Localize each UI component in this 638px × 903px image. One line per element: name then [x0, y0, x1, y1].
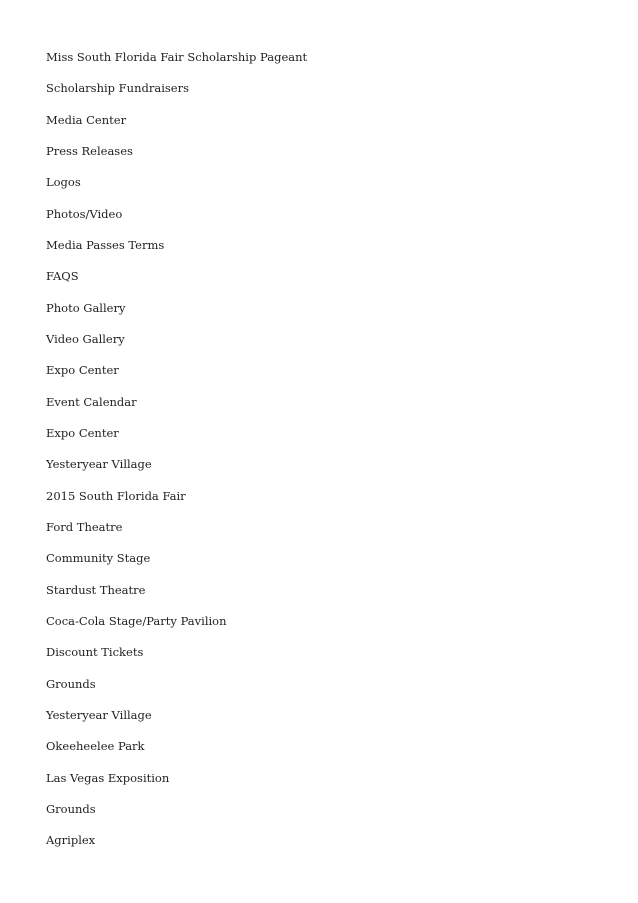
list-item: Agriplex	[46, 833, 96, 848]
list-item: Okeeheelee Park	[46, 739, 145, 754]
list-item: Coca-Cola Stage/Party Pavilion	[46, 613, 227, 628]
list-item: Photos/Video	[46, 206, 123, 221]
list-item: Press Releases	[46, 143, 133, 158]
list-item: Miss South Florida Fair Scholarship Pageant	[46, 50, 308, 64]
list-item: Logos	[46, 175, 81, 190]
list-item: Photo Gallery	[46, 300, 126, 315]
list-item: Community Stage	[46, 551, 151, 566]
list-item: Ford Theatre	[46, 519, 123, 534]
link-list	[46, 49, 307, 864]
list-item: Discount Tickets	[46, 645, 144, 660]
list-item: Media Center	[46, 112, 127, 127]
list-item: 2015 South Florida Fair	[46, 488, 186, 503]
list-item: Grounds	[46, 676, 96, 691]
list-item: Event Calendar	[46, 394, 137, 409]
list-item: Scholarship Fundraisers	[46, 81, 189, 96]
list-item: Expo Center	[46, 363, 119, 378]
list-item: Las Vegas Exposition	[46, 770, 170, 785]
list-item: Yesteryear Village	[46, 457, 152, 472]
list-item: Expo Center	[46, 425, 119, 440]
list-item: Grounds	[46, 801, 96, 816]
list-item: Yesteryear Village	[46, 707, 152, 722]
list-item: FAQS	[46, 269, 79, 284]
list-item: Video Gallery	[46, 331, 125, 346]
list-item: Stardust Theatre	[46, 582, 146, 597]
list-item: Media Passes Terms	[46, 237, 165, 252]
